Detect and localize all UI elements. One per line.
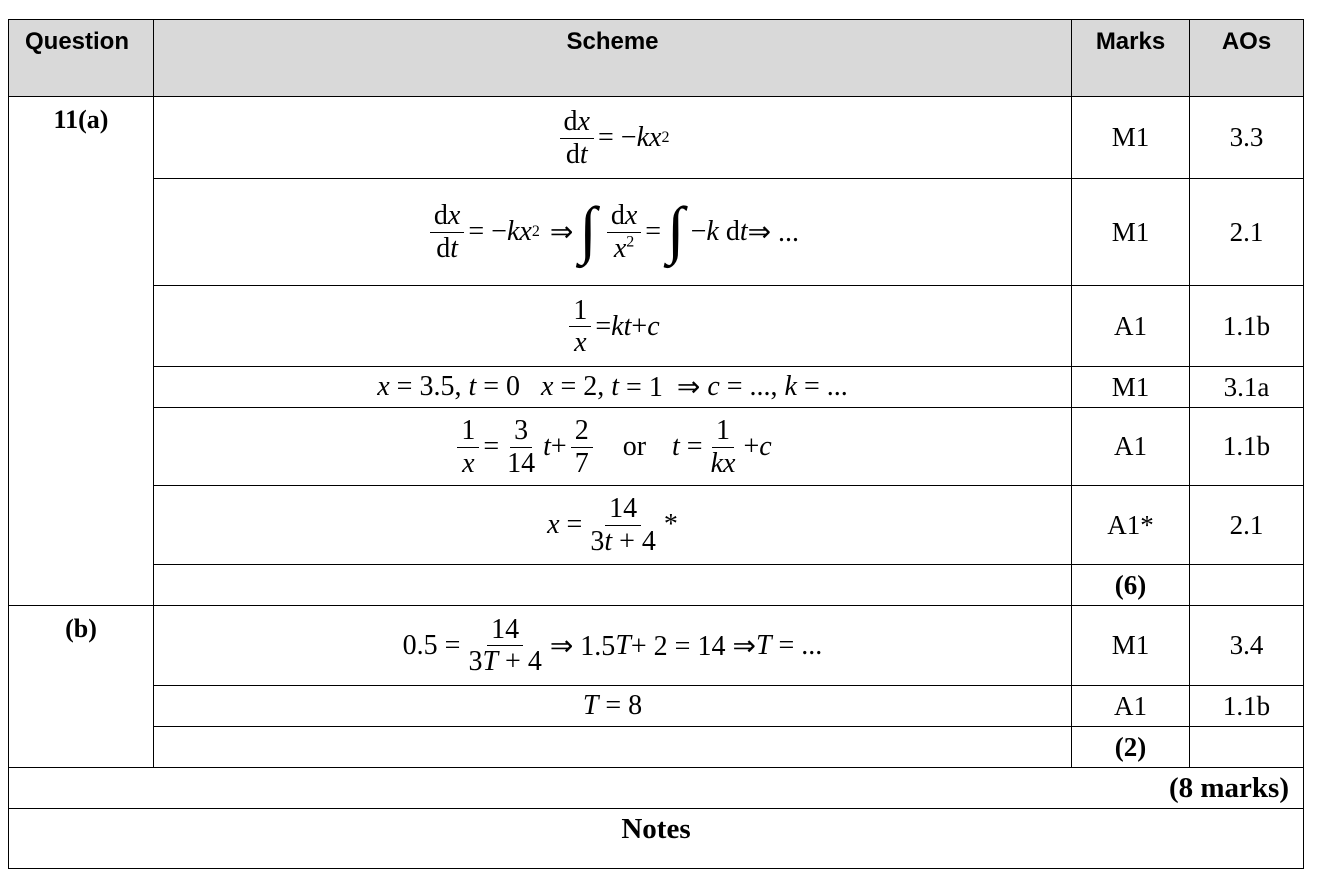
table-row xyxy=(9,97,1304,179)
table-row xyxy=(9,408,1304,486)
subtotal-mark: (2) xyxy=(1072,727,1190,768)
table-row xyxy=(9,686,1304,727)
subtotal-row xyxy=(9,727,1304,768)
scheme-cell: T = 8 xyxy=(154,686,1072,727)
header-marks: Marks xyxy=(1072,20,1190,97)
table-row xyxy=(9,286,1304,367)
mark-scheme-table xyxy=(8,19,1304,869)
ao-cell: 1.1b xyxy=(1190,408,1304,486)
ao-cell: 3.4 xyxy=(1190,606,1304,686)
ao-cell: 3.1a xyxy=(1190,367,1304,408)
header-question: Question xyxy=(9,20,154,97)
table-row xyxy=(9,486,1304,565)
scheme-cell: $\frac{1}{x}$ = $\frac{3}{14}$ t + $\frac{2}{7}$ or t = $\frac{1}{kx}$ + c xyxy=(154,408,1072,486)
question-label-11b: (b) xyxy=(9,606,154,768)
scheme-cell: $\frac{dx}{dt}$ = − kx 2 xyxy=(154,97,1072,179)
scheme-cell: 0.5 = $\frac{14}{3T + 4}$ ⇒ 1.5 T + 2 = 14 ⇒ T = ... xyxy=(154,606,1072,686)
subtotal-row xyxy=(9,565,1304,606)
table-row xyxy=(9,179,1304,286)
mark-cell: A1 xyxy=(1072,686,1190,727)
empty-ao-cell xyxy=(1190,565,1304,606)
subtotal-mark: (6) xyxy=(1072,565,1190,606)
question-label-11a: 11(a) xyxy=(9,97,154,606)
ao-cell: 2.1 xyxy=(1190,486,1304,565)
empty-scheme-cell xyxy=(154,565,1072,606)
table-row xyxy=(9,606,1304,686)
total-marks: (8 marks) xyxy=(9,768,1304,809)
ao-cell: 3.3 xyxy=(1190,97,1304,179)
header-aos: AOs xyxy=(1190,20,1304,97)
mark-cell: A1 xyxy=(1072,408,1190,486)
ao-cell: 1.1b xyxy=(1190,686,1304,727)
scheme-cell: x = $\frac{14}{3t + 4}$ * xyxy=(154,486,1072,565)
mark-cell: M1 xyxy=(1072,367,1190,408)
scheme-cell: $\frac{1}{x}$ = kt + c xyxy=(154,286,1072,367)
notes-heading: Notes xyxy=(9,809,1304,869)
total-row xyxy=(9,768,1304,809)
header-scheme: Scheme xyxy=(154,20,1072,97)
empty-ao-cell xyxy=(1190,727,1304,768)
ao-cell: 1.1b xyxy=(1190,286,1304,367)
mark-cell: A1 xyxy=(1072,286,1190,367)
mark-cell: M1 xyxy=(1072,606,1190,686)
table-row xyxy=(9,367,1304,408)
scheme-cell: x = 3.5, t = 0 x = 2, t = 1 ⇒ c = ..., k = ... xyxy=(154,367,1072,408)
header-row xyxy=(9,20,1304,97)
mark-cell: A1* xyxy=(1072,486,1190,565)
mark-cell: M1 xyxy=(1072,179,1190,286)
ao-cell: 2.1 xyxy=(1190,179,1304,286)
mark-cell: M1 xyxy=(1072,97,1190,179)
scheme-cell: $\frac{dx}{dt}$ = − kx 2 ⇒ ∫ $\frac{dx}{x^2}$ = ∫ − k d t ⇒ ... xyxy=(154,179,1072,286)
notes-row xyxy=(9,809,1304,869)
empty-scheme-cell xyxy=(154,727,1072,768)
